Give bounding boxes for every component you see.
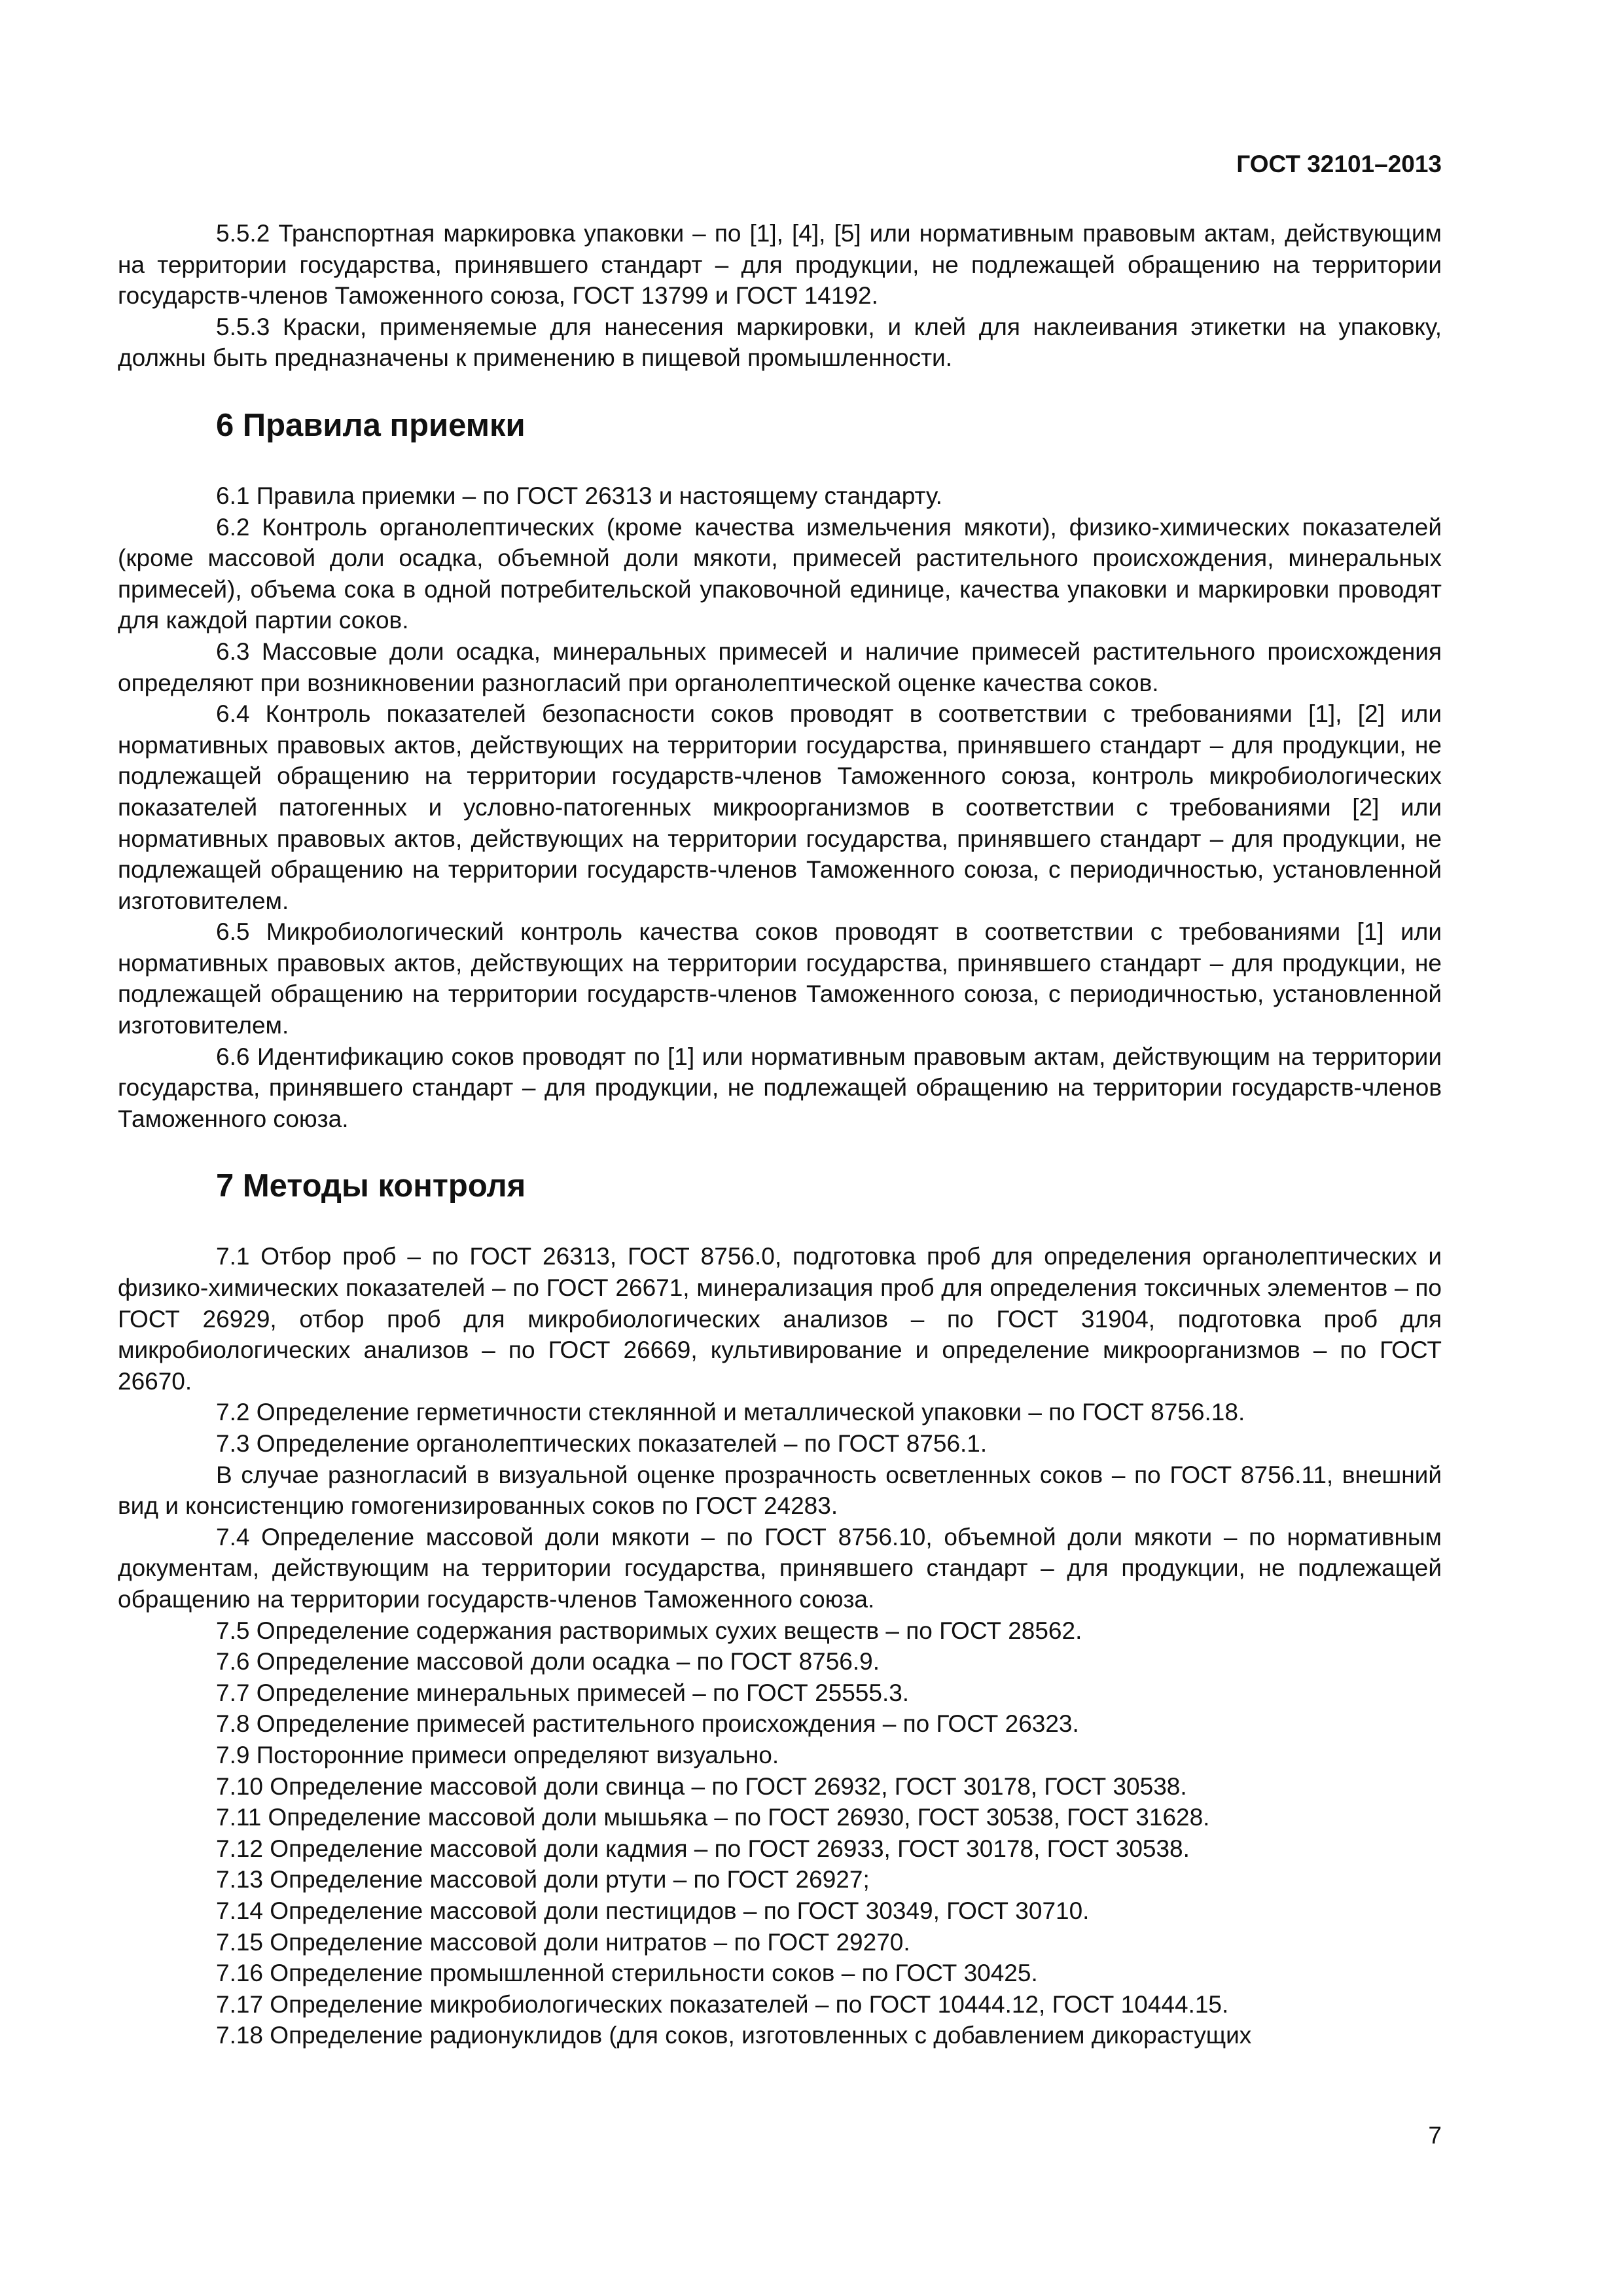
paragraph-7-9: 7.9 Посторонние примеси определяют визуально.: [216, 1741, 779, 1768]
paragraph-5-5-2: 5.5.2 Транспортная маркировка упаковки – по [1], [4], [5] или нормативным правовым актам, действующим на территории государства, принявшего стандарт – для продукции, не подлежащей обращению на территории государств-членов Таможенного союза, ГОСТ 13799 и ГОСТ 14192.: [118, 220, 1442, 310]
paragraph-6-4: 6.4 Контроль показателей безопасности соков проводят в соответствии с требованиями [1], [2] или нормативных правовых актов, действующих на территории государства, принявшего стандарт – для продукции, не подлежащей обращению на территории государств-членов Таможенного союза, контроль микробиологических показателей патогенных и условно-патогенных микроорганизмов в соответствии с требованиями [2] или нормативных правовых актов, действующих на территории государства, принявшего стандарт – для продукции, не подлежащей обращению на территории государств-членов Таможенного союза, с периодичностью, установленной изготовителем.: [118, 700, 1442, 914]
paragraph-7-10: 7.10 Определение массовой доли свинца – по ГОСТ 26932, ГОСТ 30178, ГОСТ 30538.: [216, 1772, 1187, 1800]
paragraph-7-18: 7.18 Определение радионуклидов (для соков, изготовленных с добавлением дикорастущих: [216, 2022, 1252, 2049]
paragraph-7-11: 7.11 Определение массовой доли мышьяка – по ГОСТ 26930, ГОСТ 30538, ГОСТ 31628.: [216, 1804, 1210, 1831]
paragraph-7-3: 7.3 Определение органолептических показателей – по ГОСТ 8756.1.: [216, 1430, 988, 1457]
paragraph-7-13: 7.13 Определение массовой доли ртути – по ГОСТ 26927;: [216, 1866, 870, 1893]
paragraph-7-4: 7.4 Определение массовой доли мякоти – по ГОСТ 8756.10, объемной доли мякоти – по нормативным документам, действующим на территории государства, принявшего стандарт – для продукции, не подлежащей обращению на территории государств-членов Таможенного союза.: [118, 1523, 1442, 1613]
paragraph-6-5: 6.5 Микробиологический контроль качества соков проводят в соответствии с требованиями [1] или нормативных правовых актов, действующих на территории государства, принявшего стандарт – для продукции, не подлежащей обращению на территории государств-членов Таможенного союза, с периодичностью, установленной изготовителем.: [118, 918, 1442, 1039]
page-content: [118, 218, 1442, 2051]
paragraph-5-5-3: 5.5.3 Краски, применяемые для нанесения маркировки, и клей для наклеивания этикетки на упаковку, должны быть предназначены к применению в пищевой промышленности.: [118, 313, 1442, 372]
paragraph-6-1: 6.1 Правила приемки – по ГОСТ 26313 и настоящему стандарту.: [216, 482, 942, 509]
paragraph-7-17: 7.17 Определение микробиологических показателей – по ГОСТ 10444.12, ГОСТ 10444.15.: [216, 1990, 1229, 2018]
paragraph-6-3: 6.3 Массовые доли осадка, минеральных примесей и наличие примесей растительного происхождения определяют при возникновении разногласий при органолептической оценке качества соков.: [118, 637, 1442, 696]
section-6-heading: 6 Правила приемки: [216, 407, 526, 443]
paragraph-7-3-note: В случае разногласий в визуальной оценке прозрачность осветленных соков – по ГОСТ 8756.11, внешний вид и консистенцию гомогенизированных соков по ГОСТ 24283.: [118, 1461, 1442, 1520]
paragraph-7-1: 7.1 Отбор проб – по ГОСТ 26313, ГОСТ 8756.0, подготовка проб для определения органолептических и физико-химических показателей – по ГОСТ 26671, минерализация проб для определения токсичных элементов – по ГОСТ 26929, отбор проб для микробиологических анализов – по ГОСТ 31904, подготовка проб для микробиологических анализов – по ГОСТ 26669, культивирование и определение микроорганизмов – по ГОСТ 26670.: [118, 1243, 1442, 1395]
section-7-heading: 7 Методы контроля: [216, 1168, 526, 1204]
paragraph-7-6: 7.6 Определение массовой доли осадка – по ГОСТ 8756.9.: [216, 1648, 880, 1676]
paragraph-7-14: 7.14 Определение массовой доли пестицидов – по ГОСТ 30349, ГОСТ 30710.: [216, 1897, 1090, 1924]
paragraph-6-2: 6.2 Контроль органолептических (кроме качества измельчения мякоти), физико-химических показателей (кроме массовой доли осадка, объемной доли мякоти, примесей растительного происхождения, минеральных примесей), объема сока в одной потребительской упаковочной единице, качества упаковки и маркировки проводят для каждой партии соков.: [118, 513, 1442, 634]
paragraph-7-2: 7.2 Определение герметичности стеклянной и металлической упаковки – по ГОСТ 8756.18.: [216, 1399, 1245, 1426]
document-code-header: ГОСТ 32101–2013: [1236, 151, 1442, 177]
paragraph-7-16: 7.16 Определение промышленной стерильности соков – по ГОСТ 30425.: [216, 1960, 1038, 1987]
paragraph-7-7: 7.7 Определение минеральных примесей – по ГОСТ 25555.3.: [216, 1679, 910, 1706]
page-number: 7: [1428, 2122, 1442, 2149]
paragraph-7-5: 7.5 Определение содержания растворимых сухих веществ – по ГОСТ 28562.: [216, 1617, 1082, 1644]
paragraph-7-12: 7.12 Определение массовой доли кадмия – по ГОСТ 26933, ГОСТ 30178, ГОСТ 30538.: [216, 1835, 1190, 1862]
paragraph-6-6: 6.6 Идентификацию соков проводят по [1] или нормативным правовым актам, действующим на территории государства, принявшего стандарт – для продукции, не подлежащей обращению на территории государств-членов Таможенного союза.: [118, 1043, 1442, 1132]
paragraph-7-8: 7.8 Определение примесей растительного происхождения – по ГОСТ 26323.: [216, 1710, 1079, 1738]
paragraph-7-15: 7.15 Определение массовой доли нитратов – по ГОСТ 29270.: [216, 1928, 910, 1956]
